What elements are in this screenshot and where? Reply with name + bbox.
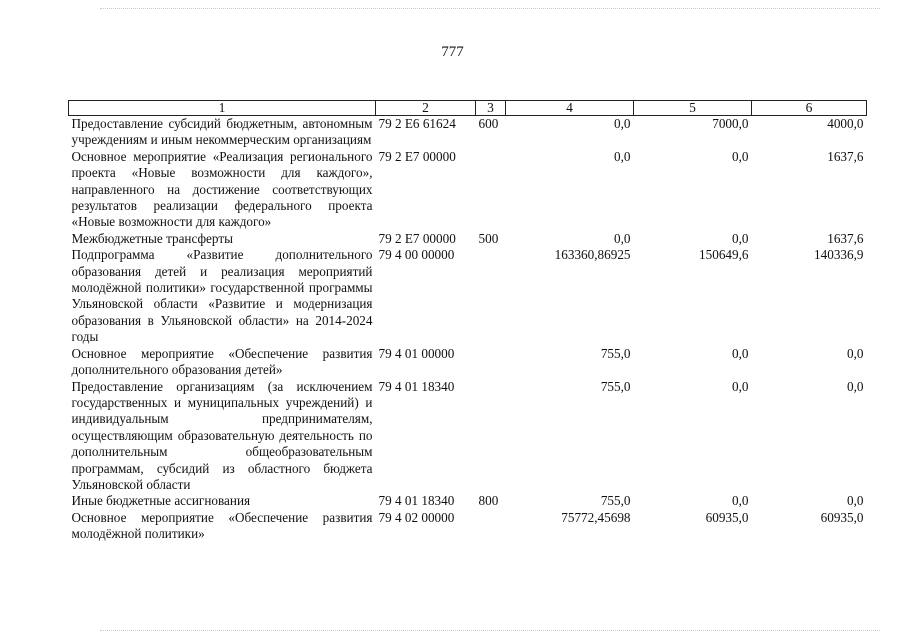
row-code: 79 4 01 00000 [378, 345, 455, 361]
row-value-5: 0,0 [732, 345, 749, 361]
scan-edge-top [100, 8, 880, 10]
row-code: 79 4 01 18340 [378, 493, 455, 509]
table-row [69, 149, 867, 231]
row-kind: 800 [478, 493, 499, 509]
row-value-4: 755,0 [600, 378, 631, 394]
header-row [69, 101, 867, 116]
row-code: 79 2 Е7 00000 [378, 148, 456, 164]
row-kind [476, 379, 506, 494]
row-value-4: 163360,86925 [554, 247, 631, 263]
row-value-5: 150649,6 [699, 247, 749, 263]
table-row [69, 116, 867, 149]
table-row [69, 493, 867, 509]
row-value-6: 140336,9 [814, 247, 864, 263]
row-name: Основное мероприятие «Обеспечение развития дополнительного образования детей» [71, 345, 373, 378]
header-col-1: 1 [69, 101, 376, 116]
row-value-4: 0,0 [614, 116, 631, 131]
row-value-4: 75772,45698 [561, 509, 631, 525]
row-value-6: 0,0 [847, 345, 864, 361]
row-value-4: 755,0 [600, 493, 631, 509]
row-name: Предоставление субсидий бюджетным, автономным учреждениям и иным некоммерческим организациям [71, 116, 373, 148]
row-name: Основное мероприятие «Обеспечение развития молодёжной политики» [71, 509, 373, 542]
row-code: 79 4 01 18340 [378, 378, 455, 394]
row-value-6: 1637,6 [827, 148, 864, 164]
table-row [69, 510, 867, 543]
row-value-6: 0,0 [847, 493, 864, 509]
header-col-5: 5 [634, 101, 752, 116]
row-code: 79 2 Е6 61624 [378, 116, 456, 131]
row-kind: 500 [478, 230, 499, 246]
row-code: 79 4 02 00000 [378, 509, 455, 525]
header-col-3: 3 [476, 101, 506, 116]
row-value-6: 1637,6 [827, 230, 864, 246]
header-col-2: 2 [376, 101, 476, 116]
row-name: Предоставление организациям (за исключением государственных и муниципальных учреждений) и индивидуальным предпринимателям, осуществляющим образовательную деятельность по дополнительным общеобразовательным программам, субсидий из областного бюджета Ульяновской области [71, 378, 373, 492]
row-value-5: 0,0 [732, 378, 749, 394]
row-name: Межбюджетные трансферты [71, 230, 233, 246]
row-kind [476, 346, 506, 379]
row-value-6: 0,0 [847, 378, 864, 394]
row-value-5: 0,0 [732, 493, 749, 509]
scan-edge-bottom [100, 630, 880, 632]
header-col-4: 4 [506, 101, 634, 116]
row-value-5: 0,0 [732, 148, 749, 164]
row-value-4: 0,0 [614, 230, 631, 246]
row-kind [476, 247, 506, 345]
row-kind: 600 [478, 116, 499, 131]
row-kind [476, 510, 506, 543]
row-name: Основное мероприятие «Реализация регионального проекта «Новые возможности для каждого», направленного на достижение соответствующих результатов реализации федерального проекта «Новые возможности для каждого» [71, 148, 373, 230]
row-value-6: 4000,0 [827, 116, 864, 131]
row-value-5: 7000,0 [712, 116, 749, 131]
row-code: 79 2 Е7 00000 [378, 230, 456, 246]
table-row [69, 247, 867, 345]
row-value-5: 60935,0 [705, 509, 749, 525]
row-value-5: 0,0 [732, 230, 749, 246]
row-value-4: 0,0 [614, 148, 631, 164]
table-row [69, 346, 867, 379]
row-code: 79 4 00 00000 [378, 247, 455, 263]
row-kind [476, 149, 506, 231]
page-number: 777 [441, 44, 464, 60]
budget-table [68, 100, 867, 543]
table-row [69, 379, 867, 494]
header-col-6: 6 [752, 101, 867, 116]
row-name: Подпрограмма «Развитие дополнительного образования детей и реализация мероприятий молодёжной политики» государственной программы Ульяновской области «Развитие и модернизация образования в Ульяновской области» на 2014-2024 годы [71, 247, 373, 345]
row-value-4: 755,0 [600, 345, 631, 361]
table-row [69, 231, 867, 247]
row-value-6: 60935,0 [820, 509, 864, 525]
row-name: Иные бюджетные ассигнования [71, 493, 251, 509]
